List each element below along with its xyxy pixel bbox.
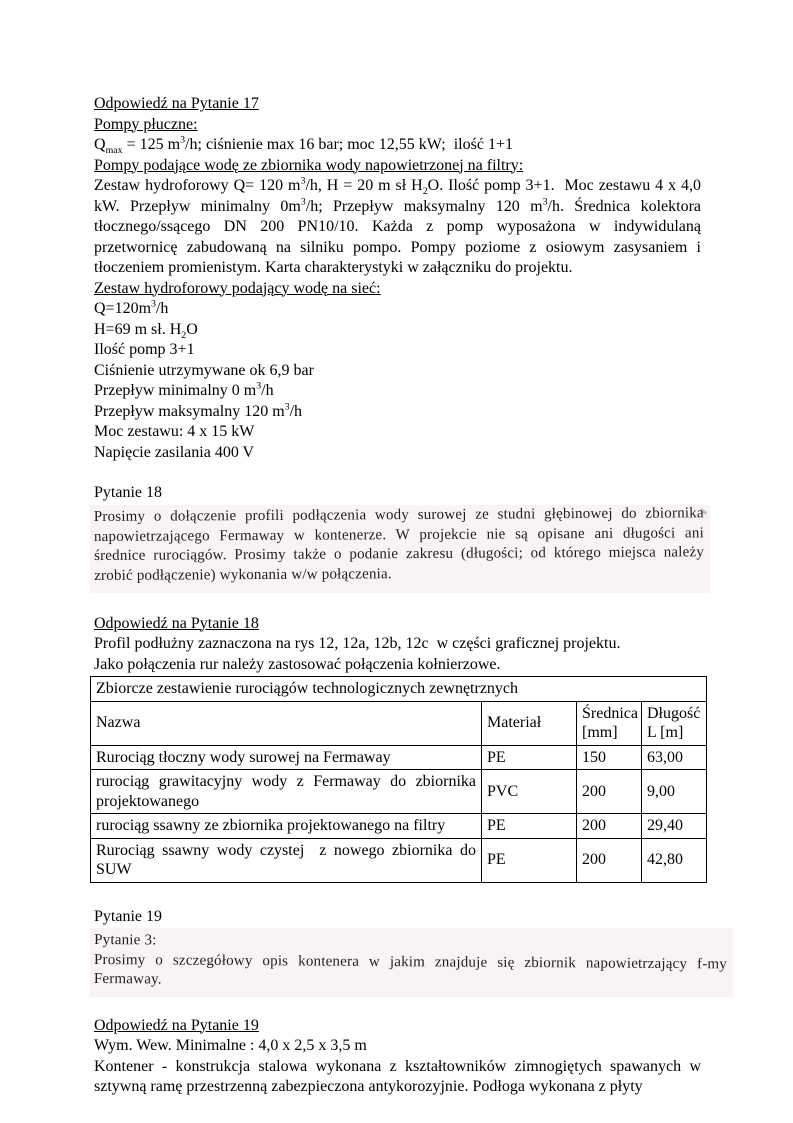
cell-nazwa: rurociąg grawitacyjny wody z Fermaway do zbiornika projektowanego xyxy=(91,770,482,814)
cell-dlugosc: 63,00 xyxy=(642,745,707,770)
table-row xyxy=(91,745,707,770)
scan-line: napowietrzającego Fermaway w kontenerze. W projekcie nie są opisane ani długości ani xyxy=(93,524,704,545)
table-header-row xyxy=(91,701,707,745)
scan-line: Prosimy o dołączenie profili podłączenia wody surowej ze studni głębinowej do zbiornika xyxy=(93,504,704,525)
scan-line: średnice rurociągów. Prosimy także o podanie zakresu (długości; od którego miejsca należy xyxy=(94,543,705,564)
scan-line: Fermaway. xyxy=(93,970,162,988)
scan-line: Prosimy o szczegółowy opis kontenera w jakim znajduje się zbiornik napowietrzający f-my xyxy=(93,951,728,972)
flush-pumps-heading: Pompy płuczne: xyxy=(94,115,198,133)
spec-line-voltage: Napięcie zasilania 400 V xyxy=(94,443,255,461)
scan-line: Pytanie 3: xyxy=(94,932,157,949)
spec-line-flow-min: Przepływ minimalny 0 $m^3/h$ xyxy=(94,380,274,399)
column-header-srednica: Średnica [mm] xyxy=(577,701,642,745)
table-caption-row xyxy=(91,677,707,702)
question-18-scan xyxy=(90,505,710,593)
question-19-scan-text xyxy=(94,931,727,994)
cell-nazwa: Rurociąg ssawny wody czystej z nowego zbiornika do SUW xyxy=(91,838,482,882)
qmax-spec-line: $Q_{max} = 125$ $m^3/h$; ciśnienie max 16 bar; moc 12,55 kW; ilość 1+1 xyxy=(94,134,513,157)
pipelines-table xyxy=(90,676,707,883)
table-row xyxy=(91,838,707,882)
cell-srednica: 200 xyxy=(577,814,642,839)
question-18-scan-text xyxy=(94,504,704,586)
answer-19-dimensions-line: Wym. Wew. Minimalne : 4,0 x 2,5 x 3,5 m xyxy=(94,1037,367,1054)
answer-19-section xyxy=(94,1016,705,1098)
answer-17-section xyxy=(94,94,706,463)
cell-srednica: 200 xyxy=(577,770,642,814)
column-header-dlugosc: Długość L [m] xyxy=(642,701,707,745)
question-19-section xyxy=(93,907,728,997)
table-row xyxy=(91,814,707,839)
question-18-section xyxy=(93,483,705,593)
spec-line-h: H=69 m sł. $H_2O$ xyxy=(94,320,198,341)
cell-nazwa: rurociąg ssawny ze zbiornika projektowanego na filtry xyxy=(91,814,482,839)
cell-srednica: 150 xyxy=(577,745,642,770)
spec-line-pump-count: Ilość pomp 3+1 xyxy=(94,341,195,358)
cell-dlugosc: 9,00 xyxy=(642,770,707,814)
cell-dlugosc: 29,40 xyxy=(642,814,707,839)
spec-line-pressure: Ciśnienie utrzymywane ok 6,9 bar xyxy=(94,361,314,379)
cell-material: PVC xyxy=(482,770,577,814)
cell-material: PE xyxy=(482,814,577,839)
answer-17-heading: Odpowiedź na Pytanie 17 xyxy=(94,95,259,112)
answer-18-line-2: Jako połączenia rur należy zastosować połączenia kołnierzowe. xyxy=(94,655,501,673)
answer-18-section xyxy=(94,614,701,883)
feed-pumps-heading: Pompy podające wodę ze zbiornika wody napowietrzonej na filtry: xyxy=(94,156,524,174)
cell-nazwa: Rurociąg tłoczny wody surowej na Fermaway xyxy=(91,745,482,770)
cell-material: PE xyxy=(482,745,577,770)
scan-line: zrobić podłączenie) wykonania w/w połączenia. xyxy=(94,565,392,583)
table-caption: Zbiorcze zestawienie rurociągów technologicznych zewnętrznych xyxy=(91,677,707,702)
table-row xyxy=(91,770,707,814)
spec-line-power: Moc zestawu: 4 x 15 kW xyxy=(94,423,255,440)
hydrophore-set-paragraph: Zestaw hydroforowy Q= 120 $m^3/h$, H = 20 m sł $H_2O$. Ilość pomp 3+1. Moc zestawu 4 x 4,0 kW. Przepływ minimalny $0m^3/h$; Przepływ maksymalny 120 $m^3/h$. Średnica kolektora tłocznego/ssącego DN 200 PN10/10. Każda z pomp wyposażona w indywidulaną przetwornicę zabudowaną na silniku pompo. Pompy poziome z osiowym zasysaniem i tłoczeniem promienistym. Karta charakterystyki w załączniku do projektu. xyxy=(94,175,706,276)
answer-19-paragraph: Kontener - konstrukcja stalowa wykonana z kształtowników zimnogiętych spawanych w sztywną ramę przestrzenną zabezpieczona antykorozyjnie. Podłoga wykonana z płyty xyxy=(94,1057,705,1095)
cell-material: PE xyxy=(482,838,577,882)
page-content xyxy=(93,94,728,1098)
answer-19-heading: Odpowiedź na Pytanie 19 xyxy=(94,1016,259,1034)
question-19-label: Pytanie 19 xyxy=(94,907,162,925)
question-19-scan xyxy=(90,928,733,997)
answer-18-heading: Odpowiedź na Pytanie 18 xyxy=(94,614,259,632)
network-set-heading: Zestaw hydroforowy podający wodę na sieć: xyxy=(94,279,381,297)
question-18-label: Pytanie 18 xyxy=(94,484,162,501)
spec-line-flow-max: Przepływ maksymalny 120 $m^3/h$ xyxy=(94,401,303,420)
spec-line-q: $Q=120m^3/h$ xyxy=(94,298,169,317)
cell-srednica: 200 xyxy=(577,838,642,882)
column-header-nazwa: Nazwa xyxy=(91,701,482,745)
answer-18-line-1: Profil podłużny zaznaczona na rys 12, 12a, 12b, 12c w części graficznej projektu. xyxy=(94,635,621,652)
column-header-material: Materiał xyxy=(482,701,577,745)
cell-dlugosc: 42,80 xyxy=(642,838,707,882)
